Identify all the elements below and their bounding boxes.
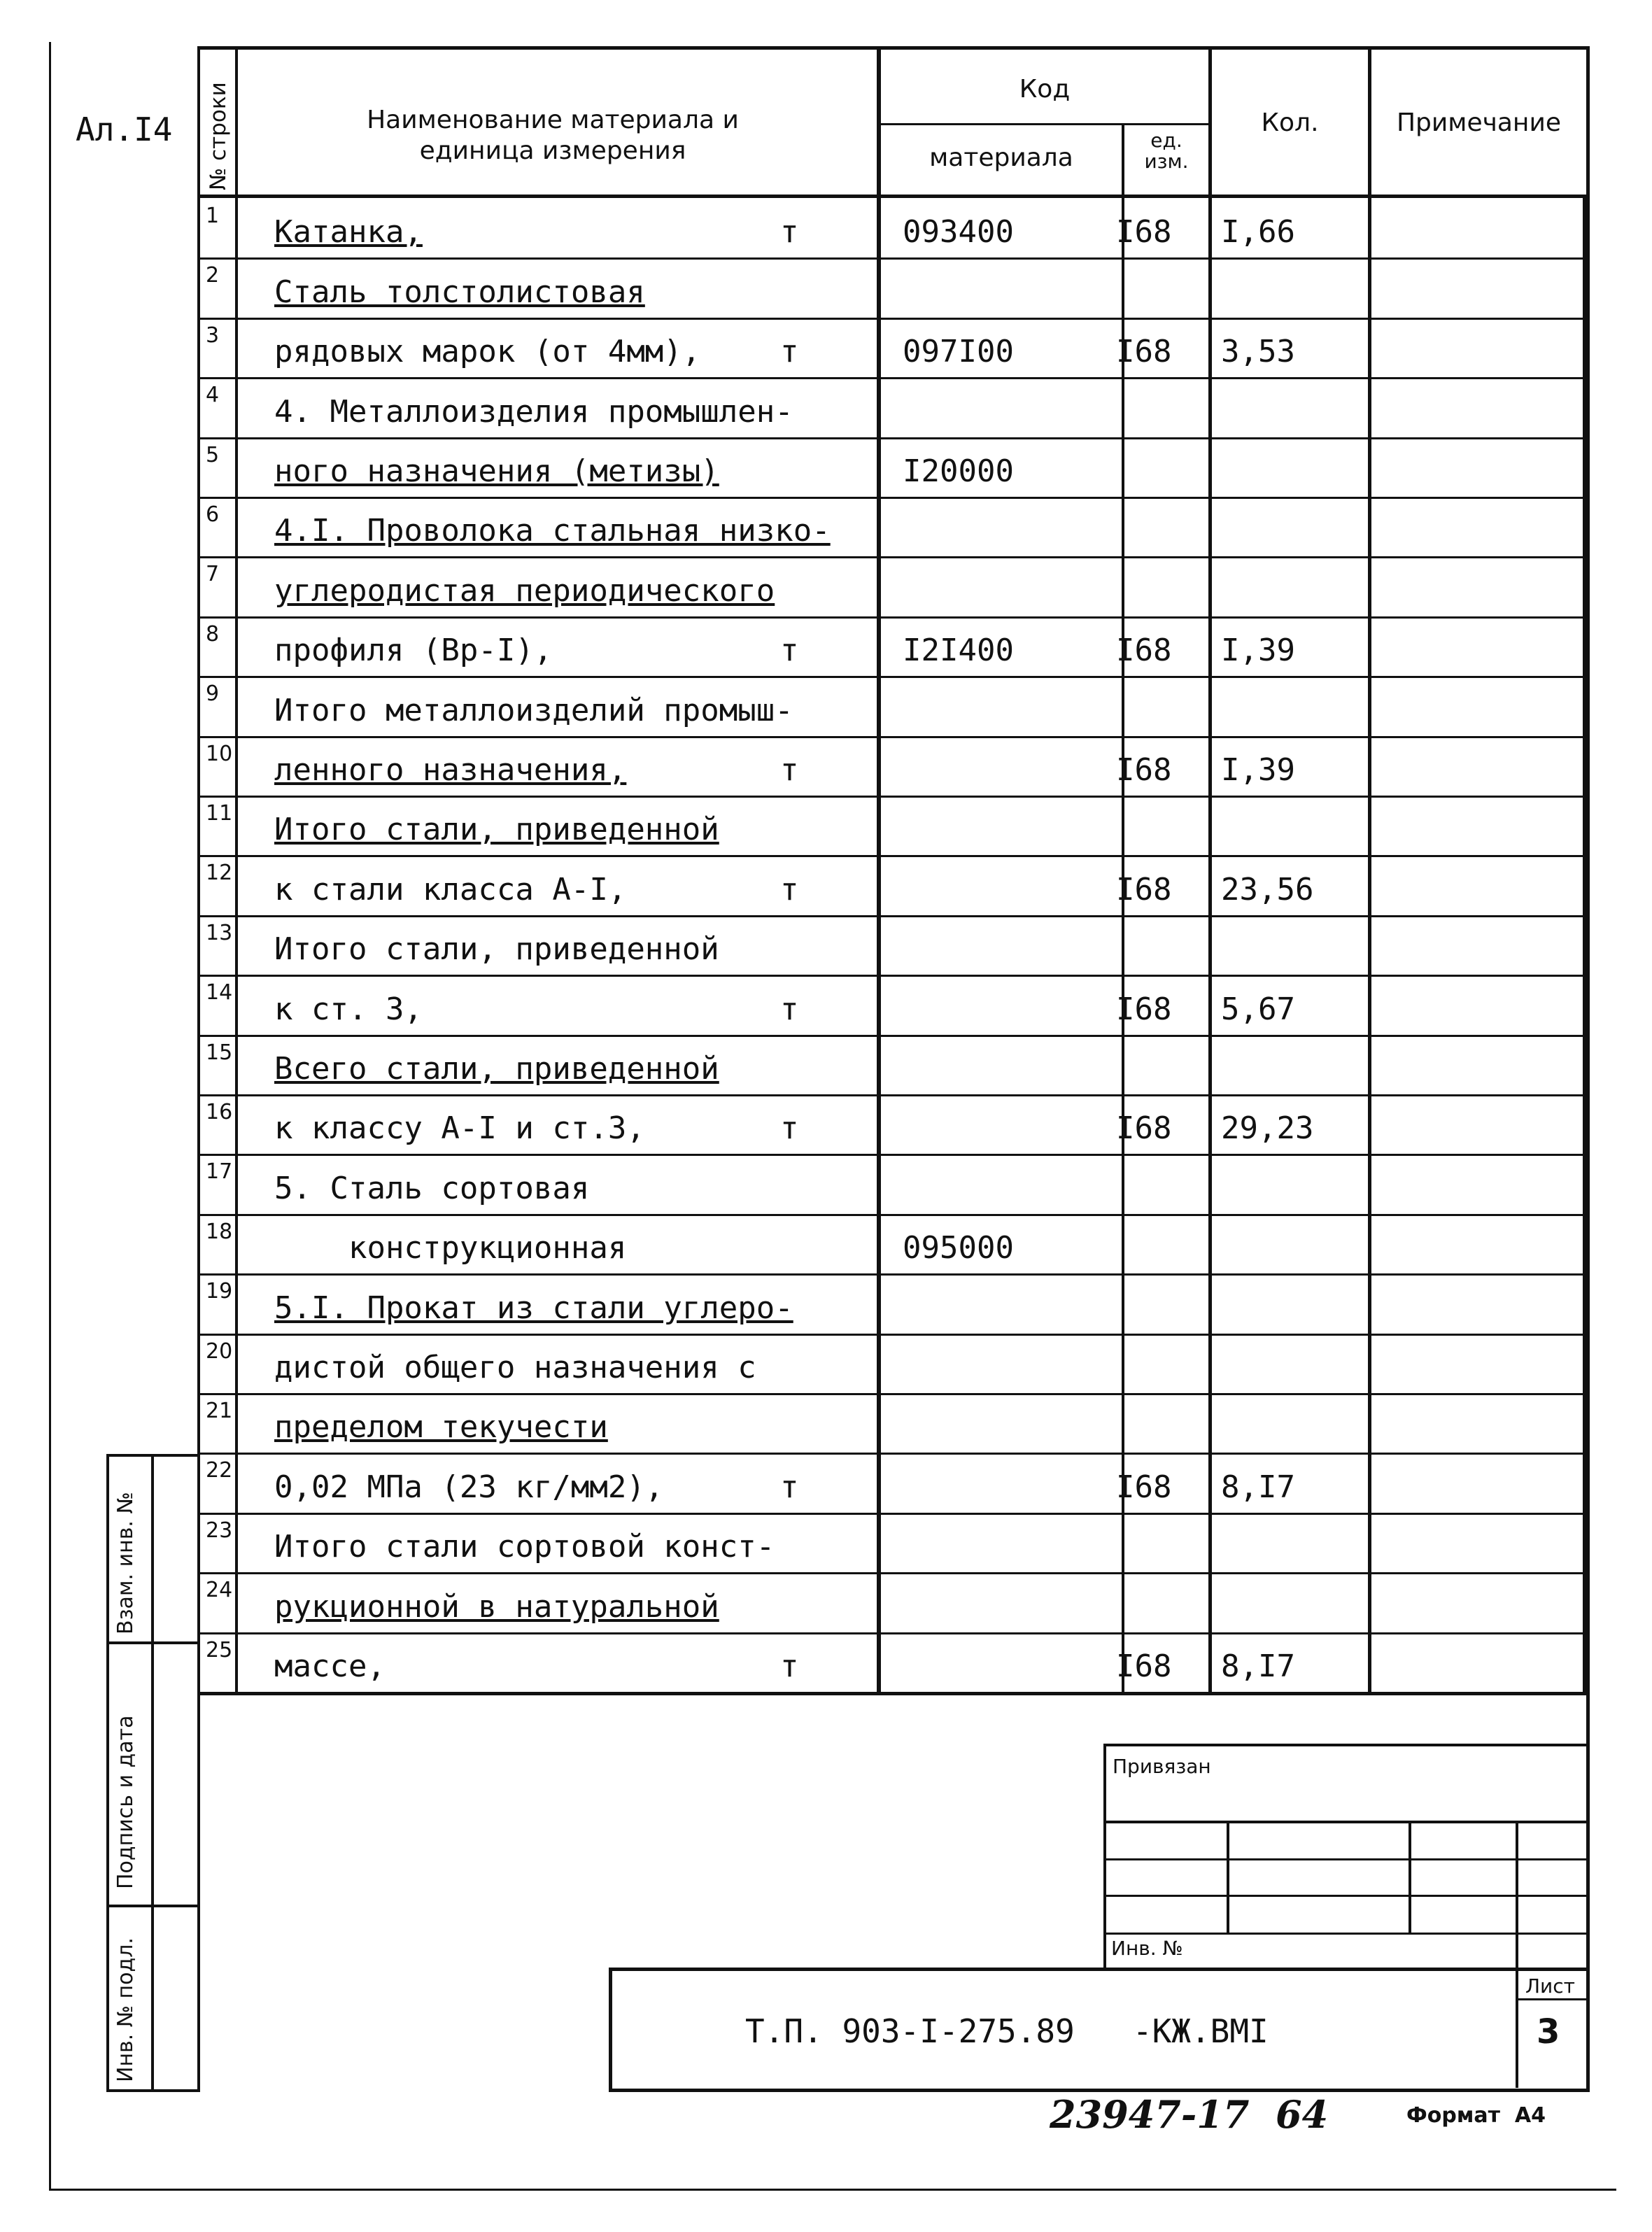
unit-label: т [780,633,799,668]
stamp-inv-podl: Инв. № подл. [113,1937,138,2082]
row-number: 8 [206,622,220,647]
row-number: 1 [206,204,220,228]
row-separator [197,1273,1586,1276]
row-number: 15 [206,1040,233,1065]
row-separator [197,1572,1586,1574]
page-margin-line [49,42,51,2190]
stamp-vzam-inv: Взам. инв. № [113,1492,138,1634]
row-number: 5 [206,443,220,467]
row-separator [197,915,1586,917]
material-code: I2I400 [903,633,1014,668]
material-name: 5. Сталь сортовая [274,1171,590,1206]
material-name: 4. Металлоизделия промышлен- [274,394,793,430]
material-name: дистой общего назначения с [274,1350,756,1385]
row-number: 6 [206,502,220,527]
header-note: Примечание [1396,108,1562,137]
unit-label: т [780,752,799,788]
format-label: Формат А4 [1406,2103,1546,2128]
row-number: 13 [206,921,233,945]
row-separator [197,736,1586,738]
row-number: 21 [206,1399,233,1423]
row-separator [197,796,1586,798]
header-code: Код [1019,75,1071,104]
row-number: 2 [206,263,220,288]
row-separator [197,257,1586,260]
material-name: Итого стали, приведенной [274,812,719,847]
quantity: I,39 [1221,752,1295,788]
row-number: 9 [206,681,220,706]
unit-code: I68 [1116,1648,1172,1684]
unit-label: т [780,1469,799,1505]
row-separator [197,1513,1586,1515]
row-separator [197,855,1586,857]
row-separator [197,1035,1586,1037]
row-separator [197,975,1586,977]
material-name: ленного назначения, [274,752,627,788]
row-separator [197,1632,1586,1634]
quantity: I,39 [1221,633,1295,668]
row-separator [197,437,1586,439]
material-name: к классу А-I и ст.3, [274,1110,645,1146]
material-name: рядовых марок (от 4мм), [274,334,701,369]
unit-label: т [780,991,799,1027]
row-separator [197,1334,1586,1336]
row-separator [197,497,1586,499]
row-number: 22 [206,1458,233,1483]
unit-code: I68 [1116,991,1172,1027]
sheet-number: 3 [1537,2012,1560,2051]
inv-no-label: Инв. № [1111,1937,1183,1960]
quantity: 8,I7 [1221,1648,1295,1684]
row-number: 19 [206,1279,233,1304]
row-separator [197,1393,1586,1395]
row-separator [197,1214,1586,1216]
unit-label: т [780,334,799,369]
material-name: к ст. 3, [274,991,423,1027]
unit-code: I68 [1116,633,1172,668]
row-number: 10 [206,742,233,766]
row-separator [197,377,1586,379]
material-name: конструкционная [274,1230,627,1266]
material-name: рукционной в натуральной [274,1589,719,1625]
page-bottom-line [49,2189,1616,2191]
row-number: 25 [206,1638,233,1662]
material-name: 4.I. Проволока стальная низко- [274,513,831,549]
row-separator [197,556,1586,558]
row-separator [197,318,1586,320]
header-code-unit: ед. изм. [1144,129,1189,173]
unit-code: I68 [1116,872,1172,907]
quantity: 29,23 [1221,1110,1314,1146]
header-code-material: материала [929,143,1073,172]
material-name: Итого стали, приведенной [274,931,719,967]
material-name: к стали класса А-I, [274,872,627,907]
row-number: 24 [206,1578,233,1602]
row-number: 12 [206,861,233,885]
header-qty: Кол. [1261,108,1319,137]
sheet-label: Лист [1525,1975,1575,1998]
quantity: I,66 [1221,214,1295,250]
material-name: Всего стали, приведенной [274,1051,719,1087]
row-separator [197,676,1586,678]
header-name: Наименование материала и единица измерения [367,106,739,165]
row-separator [197,1094,1586,1096]
header-row-no: № строки [206,82,231,190]
row-number: 4 [206,383,220,407]
material-name: углеродистая периодического [274,573,775,609]
material-name: ного назначения (метизы) [274,453,719,489]
unit-code: I68 [1116,752,1172,788]
row-number: 18 [206,1220,233,1244]
unit-label: т [780,1110,799,1146]
row-separator [197,1154,1586,1156]
row-number: 3 [206,323,220,348]
material-name: профиля (Вр-I), [274,633,553,668]
document-designation: Т.П. 903-I-275.89 -КЖ.ВМI [745,2012,1269,2050]
unit-label: т [780,872,799,907]
stamp-podpis-data: Подпись и дата [113,1715,138,1889]
unit-code: I68 [1116,214,1172,250]
row-number: 20 [206,1339,233,1364]
quantity: 3,53 [1221,334,1295,369]
material-name: Итого металлоизделий промыш- [274,693,793,728]
row-number: 7 [206,562,220,586]
unit-code: I68 [1116,334,1172,369]
row-number: 11 [206,801,233,826]
quantity: 8,I7 [1221,1469,1295,1505]
material-code: 097I00 [903,334,1014,369]
unit-code: I68 [1116,1469,1172,1505]
row-number: 17 [206,1159,233,1184]
unit-label: т [780,214,799,250]
quantity: 23,56 [1221,872,1314,907]
material-code: 095000 [903,1230,1014,1266]
handwritten-number: 23947-17 64 [1050,2092,1329,2137]
privyazan-label: Привязан [1113,1755,1211,1778]
quantity: 5,67 [1221,991,1295,1027]
material-name: 5.I. Прокат из стали углеро- [274,1290,793,1326]
row-separator [197,1453,1586,1455]
material-name: 0,02 МПа (23 кг/мм2), [274,1469,664,1505]
row-separator [197,616,1586,619]
material-name: Сталь толстолистовая [274,274,645,310]
material-code: 093400 [903,214,1014,250]
material-name: пределом текучести [274,1409,608,1445]
material-code: I20000 [903,453,1014,489]
material-name: массе, [274,1648,386,1684]
row-number: 23 [206,1518,233,1543]
unit-code: I68 [1116,1110,1172,1146]
page-label: Ал.I4 [76,111,173,148]
material-name: Катанка, [274,214,423,250]
row-number: 16 [206,1100,233,1124]
row-number: 14 [206,980,233,1005]
unit-label: т [780,1648,799,1684]
material-name: Итого стали сортовой конст- [274,1529,775,1564]
